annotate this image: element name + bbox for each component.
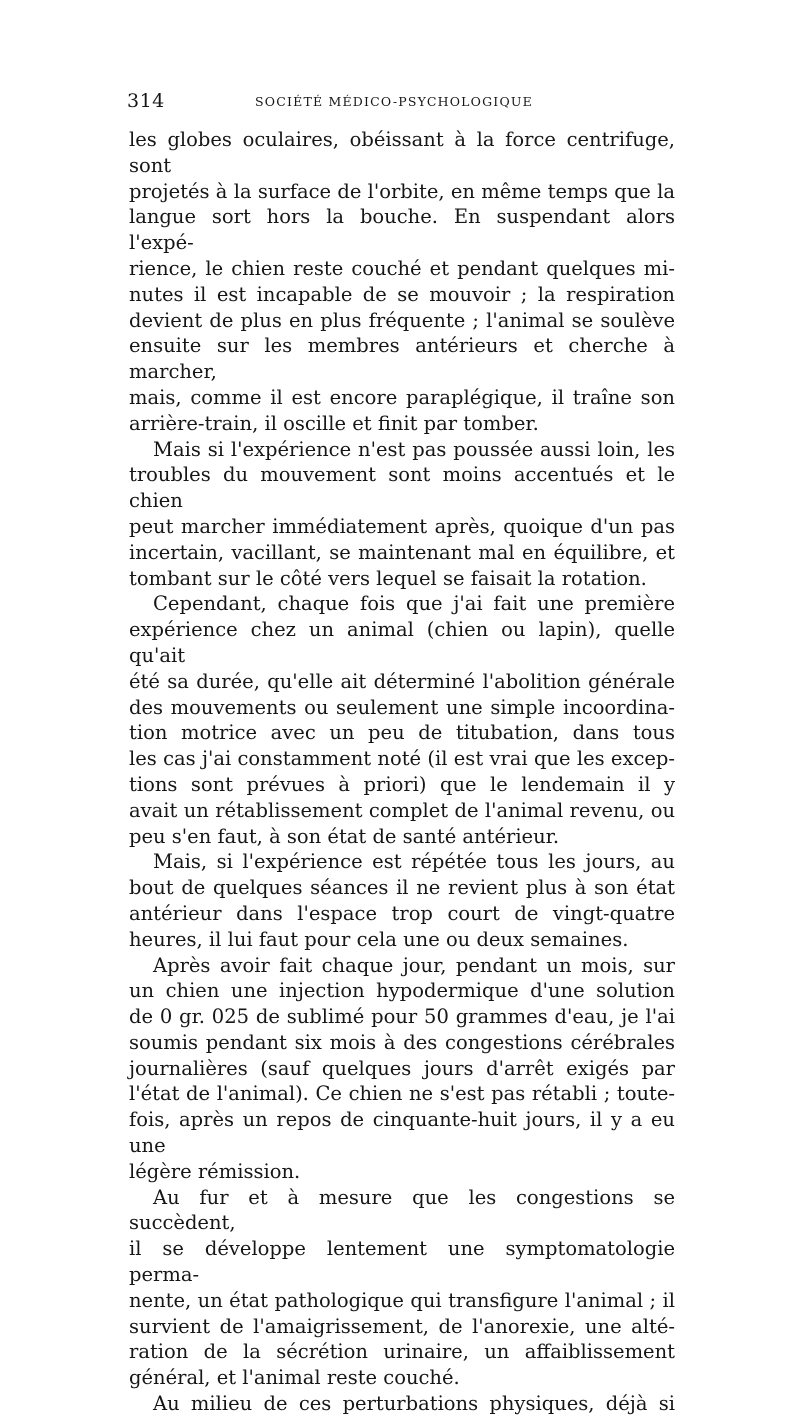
paragraph	[129, 849, 675, 952]
text-line: rience, le chien reste couché et pendant quelques mi-	[129, 256, 675, 280]
text-line: ensuite sur les membres antérieurs et cherche à marcher,	[129, 334, 675, 384]
text-line: été sa durée, qu'elle ait déterminé l'abolition générale	[129, 669, 675, 693]
text-line: Au fur et à mesure que les congestions se succèdent,	[129, 1185, 675, 1235]
text-line: peut marcher immédiatement après, quoique d'un pas	[129, 514, 675, 538]
paragraph	[129, 953, 675, 1185]
text-line: il se développe lentement une symptomatologie perma-	[129, 1237, 675, 1287]
text-line: un chien une injection hypodermique d'une solution	[129, 979, 675, 1003]
text-line: survient de l'amaigrissement, de l'anorexie, une alté-	[129, 1314, 675, 1338]
running-head: SOCIÉTÉ MÉDICO-PSYCHOLOGIQUE	[255, 94, 533, 109]
text-line: les globes oculaires, obéissant à la force centrifuge, sont	[129, 128, 675, 177]
text-line: soumis pendant six mois à des congestions cérébrales	[129, 1030, 675, 1054]
text-line: Cependant, chaque fois que j'ai fait une première	[153, 592, 675, 616]
body-text	[129, 127, 675, 1417]
text-line: Au milieu de ces perturbations physiques, déjà si	[153, 1392, 675, 1416]
text-line: incertain, vacillant, se maintenant mal en équilibre, et	[129, 540, 675, 564]
paragraph	[129, 1185, 675, 1391]
page-header	[127, 90, 687, 120]
text-line: peu s'en faut, à son état de santé antérieur.	[129, 824, 560, 848]
text-line: ration de la sécrétion urinaire, un affaiblissement	[129, 1340, 675, 1364]
text-line: troubles du mouvement sont moins accentués et le chien	[129, 463, 675, 513]
text-line: légère rémission.	[129, 1159, 301, 1183]
text-line: avait un rétablissement complet de l'animal revenu, ou	[129, 798, 675, 822]
text-line: journalières (sauf quelques jours d'arrêt exigés par	[129, 1056, 675, 1080]
page-number: 314	[127, 90, 165, 112]
paragraph	[129, 127, 675, 437]
paragraph	[129, 437, 675, 592]
text-line: de 0 gr. 025 de sublimé pour 50 grammes d'eau, je l'ai	[129, 1005, 675, 1029]
text-line: Mais, si l'expérience est répétée tous les jours, au	[153, 850, 675, 874]
text-line: nente, un état pathologique qui transfigure l'animal ; il	[129, 1288, 675, 1312]
text-line: mais, comme il est encore paraplégique, il traîne son	[129, 385, 675, 409]
text-line: Après avoir fait chaque jour, pendant un mois, sur	[153, 953, 675, 977]
text-line: projetés à la surface de l'orbite, en même temps que la	[129, 179, 675, 203]
text-line: tions sont prévues à priori) que le lendemain il y	[129, 772, 675, 796]
text-line: langue sort hors la bouche. En suspendant alors l'expé-	[129, 205, 675, 255]
text-line: devient de plus en plus fréquente ; l'animal se soulève	[129, 308, 675, 332]
text-line: bout de quelques séances il ne revient plus à son état	[129, 876, 675, 900]
text-line: les cas j'ai constamment noté (il est vrai que les excep-	[129, 747, 675, 771]
text-line: l'état de l'animal). Ce chien ne s'est pas rétabli ; toute-	[129, 1082, 675, 1106]
paragraph	[129, 1391, 675, 1417]
text-line: fois, après un repos de cinquante-huit jours, il y a eu une	[129, 1108, 675, 1158]
text-line: des mouvements ou seulement une simple incoordina-	[129, 695, 675, 719]
text-line: tombant sur le côté vers lequel se faisait la rotation.	[129, 566, 647, 590]
text-line: tion motrice avec un peu de titubation, dans tous	[129, 721, 675, 745]
text-line: Mais si l'expérience n'est pas poussée aussi loin, les	[153, 437, 675, 461]
text-line: heures, il lui faut pour cela une ou deux semaines.	[129, 927, 629, 951]
paragraph	[129, 591, 675, 849]
text-line: arrière-train, il oscille et finit par tomber.	[129, 411, 539, 435]
text-line: nutes il est incapable de se mouvoir ; la respiration	[129, 282, 675, 306]
text-line: expérience chez un animal (chien ou lapin), quelle qu'ait	[129, 618, 675, 667]
text-line: général, et l'animal reste couché.	[129, 1366, 460, 1390]
text-line: antérieur dans l'espace trop court de vingt-quatre	[129, 901, 675, 925]
